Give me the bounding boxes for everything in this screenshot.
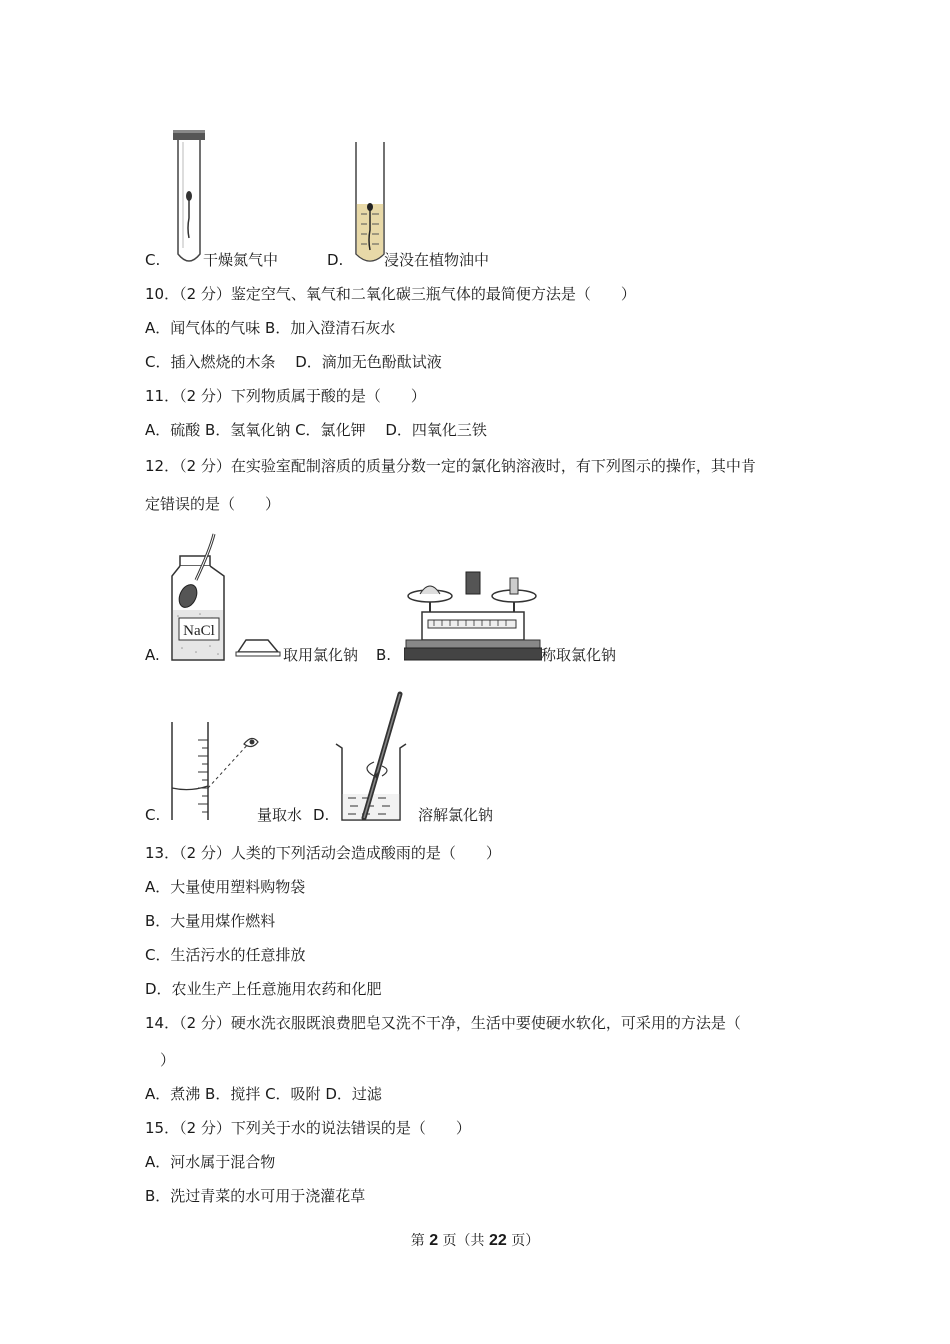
q12-stem-line1: 12．（2 分）在实验室配制溶质的质量分数一定的氯化钠溶液时，有下列图示的操作，其中肯 (145, 457, 756, 475)
footer-total-pages: 22 (489, 1232, 507, 1249)
q15-option-b: B．洗过青菜的水可用于浇灌花草 (145, 1187, 366, 1205)
q9-option-c-letter: C. (145, 251, 161, 269)
q9-option-d-caption: 浸没在植物油中 (384, 251, 490, 269)
q12-option-c-caption: 量取水 (257, 806, 303, 824)
q13-option-b: B．大量用煤作燃料 (145, 912, 276, 930)
pointer (466, 572, 480, 594)
q12-option-b-letter: B. (376, 646, 392, 664)
q14-stem-line2: ） (160, 1051, 176, 1069)
q12-option-d-caption: 溶解氯化钠 (418, 806, 494, 824)
q15-stem: 15．（2 分）下列关于水的说法错误的是（ ） (145, 1119, 471, 1137)
beaker-dissolving-figure (330, 690, 412, 826)
footer-page-number: 2 (429, 1232, 439, 1249)
q12-option-c-letter: C. (145, 806, 161, 824)
q9-option-c-caption: 干燥氮气中 (203, 251, 279, 269)
q12-option-a-letter: A. (145, 646, 160, 664)
q13-option-c: C．生活污水的任意排放 (145, 946, 306, 964)
q12-option-b-caption: 称取氯化钠 (541, 646, 617, 664)
q12-option-d-letter: D. (313, 806, 330, 824)
sight-line (208, 742, 250, 788)
footer-middle: 页（共 (438, 1233, 489, 1249)
test-tube-vegetable-oil-figure (352, 138, 388, 270)
q12-option-a-caption: 取用氯化钠 (283, 646, 359, 664)
nacl-jar-and-spoon-figure (166, 530, 284, 664)
q10-options-cd: C．插入燃烧的木条 D．滴加无色酚酞试液 (145, 353, 442, 371)
q15-option-a: A．河水属于混合物 (145, 1153, 276, 1171)
q10-stem: 10．（2 分）鉴定空气、氧气和二氧化碳三瓶气体的最简便方法是（ ） (145, 285, 636, 303)
q13-option-d: D．农业生产上任意施用农药和化肥 (145, 980, 382, 998)
footer-prefix: 第 (410, 1233, 430, 1249)
q11-stem: 11．（2 分）下列物质属于酸的是（ ） (145, 387, 426, 405)
iron-nail (188, 198, 189, 238)
footer-suffix: 页） (506, 1233, 540, 1249)
test-tube-dry-nitrogen-figure (170, 128, 210, 270)
jar-label-text: NaCl (183, 623, 215, 639)
q14-stem-line1: 14．（2 分）硬水洗衣服既浪费肥皂又洗不干净，生活中要使硬水软化，可采用的方法是（ (145, 1014, 741, 1032)
q12-stem-line2: 定错误的是（ ） (145, 495, 281, 513)
balance-base (404, 648, 542, 660)
q11-options: A．硫酸 B．氢氧化钠 C．氯化钾 D．四氧化三铁 (145, 421, 487, 439)
graduated-cylinder-reading-figure (168, 720, 260, 824)
q10-options-ab: A．闻气体的气味 B．加入澄清石灰水 (145, 319, 396, 337)
balance-scale-figure (404, 568, 542, 664)
q13-stem: 13．（2 分）人类的下列活动会造成酸雨的是（ ） (145, 844, 501, 862)
page-footer (0, 1230, 950, 1250)
q13-option-a: A．大量使用塑料购物袋 (145, 878, 306, 896)
q14-options: A．煮沸 B．搅拌 C．吸附 D．过滤 (145, 1085, 382, 1103)
stopper-upside (238, 640, 278, 652)
q9-option-d-letter: D. (327, 251, 344, 269)
meniscus (172, 786, 208, 790)
